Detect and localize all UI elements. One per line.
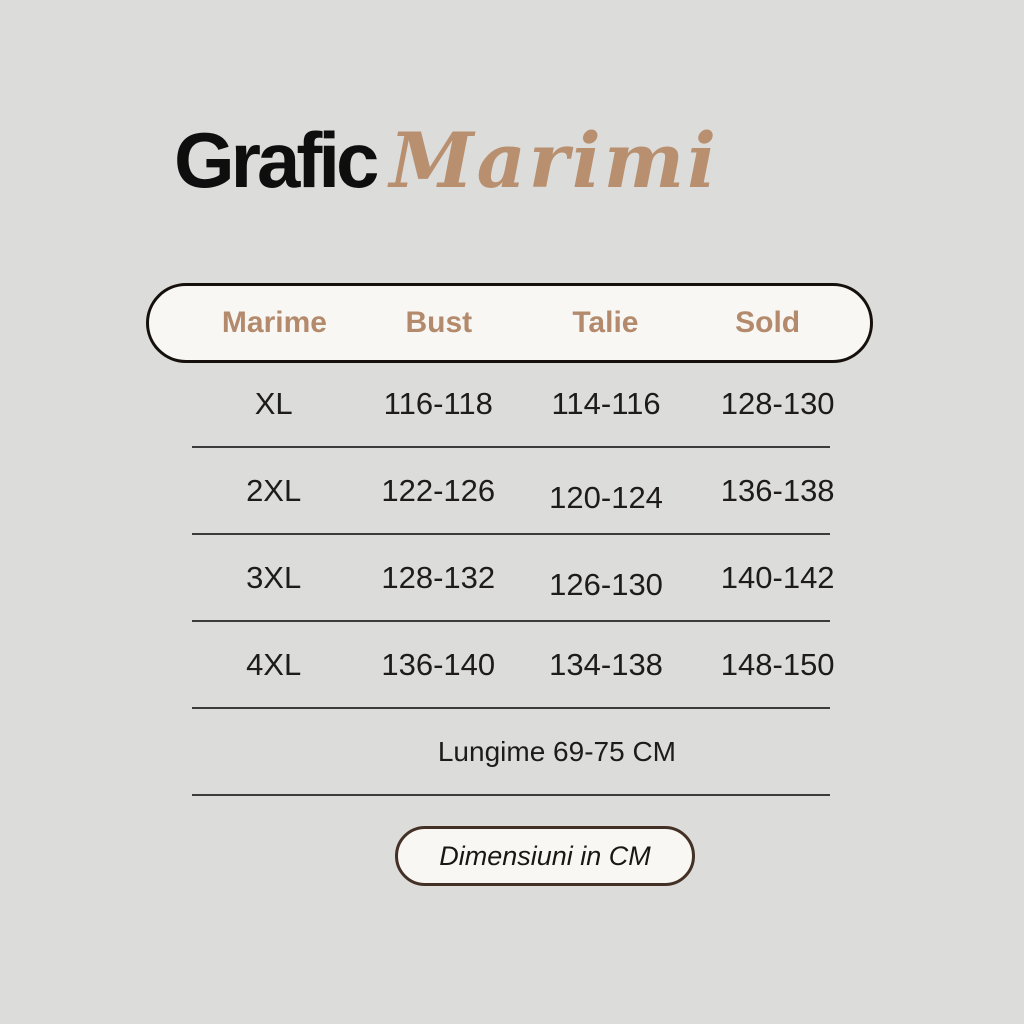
size-table-body — [192, 361, 835, 796]
table-header-pill — [146, 283, 873, 363]
cell-size: 2XL — [246, 472, 302, 508]
unit-badge — [395, 826, 695, 886]
table-row-2xl — [192, 448, 835, 535]
page-title — [174, 118, 719, 204]
table-row-3xl — [192, 535, 835, 622]
cell-bust: 136-140 — [381, 646, 496, 682]
cell-talie: 126-130 — [549, 567, 663, 603]
cell-sold: 140-142 — [720, 559, 835, 595]
length-note: Lungime 69-75 CM — [437, 735, 676, 767]
cell-bust: 128-132 — [381, 559, 496, 595]
length-note-row — [192, 709, 830, 796]
cell-bust: 122-126 — [381, 472, 496, 508]
cell-sold: 128-130 — [720, 385, 835, 421]
table-row-4xl — [192, 622, 835, 709]
title-marimi: Marimi — [389, 116, 720, 205]
cell-size: XL — [254, 385, 293, 421]
cell-sold: 136-138 — [720, 472, 835, 508]
cell-size: 3XL — [246, 559, 302, 595]
header-col-sold: Sold — [735, 306, 801, 339]
cell-talie: 114-116 — [551, 385, 661, 421]
header-col-talie: Talie — [572, 306, 639, 339]
table-row-xl — [192, 361, 835, 448]
header-col-bust: Bust — [405, 306, 473, 339]
title-grafic: Grafic — [174, 116, 376, 204]
cell-size: 4XL — [246, 646, 302, 682]
unit-badge-label: Dimensiuni in CM — [439, 840, 651, 871]
header-col-marime: Marime — [221, 306, 327, 339]
cell-talie: 120-124 — [549, 480, 663, 516]
cell-bust: 116-118 — [383, 385, 493, 421]
cell-sold: 148-150 — [720, 646, 835, 682]
cell-talie: 134-138 — [549, 646, 663, 682]
